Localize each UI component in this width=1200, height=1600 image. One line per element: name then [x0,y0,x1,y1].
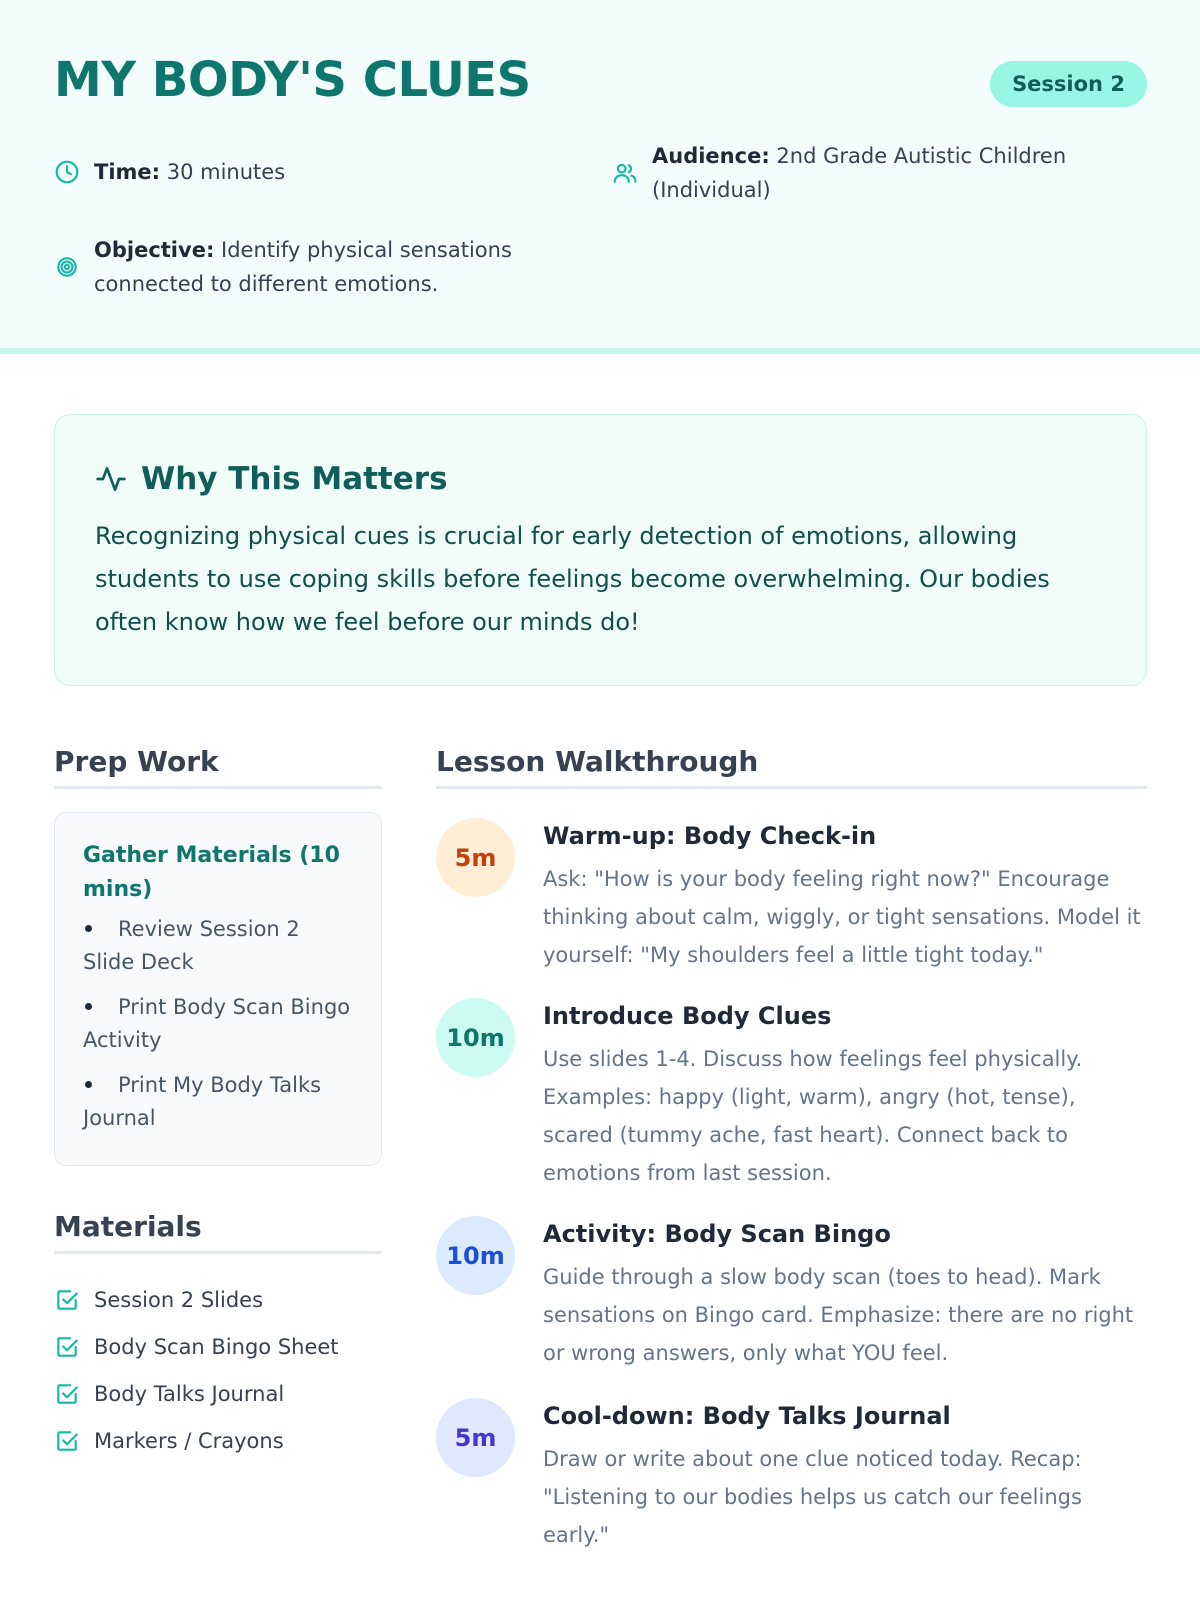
checkbox-checked-icon [54,1287,80,1313]
page-title: MY BODY'S CLUES [54,52,531,108]
bullet-icon [85,1003,92,1010]
prep-item-text: Review Session 2 Slide Deck [83,917,300,974]
prep-card-title: Gather Materials (10 mins) [83,843,340,902]
step-duration-badge: 10m [436,1216,515,1295]
material-text: Body Talks Journal [94,1381,285,1406]
why-this-matters-box [54,414,1147,686]
materials-list [54,1276,339,1464]
why-title: Why This Matters [141,461,448,497]
objective-value: Identify physical sensations connected to different emotions. [94,238,512,296]
prep-card [54,812,382,1166]
checkbox-checked-icon [54,1381,80,1407]
prep-work-heading: Prep Work [54,745,382,789]
step-duration-badge: 5m [436,1398,515,1477]
lesson-header [0,0,1200,354]
material-text: Markers / Crayons [94,1428,284,1453]
material-text: Session 2 Slides [94,1287,264,1312]
material-text: Body Scan Bingo Sheet [94,1334,339,1359]
step-duration-badge: 5m [436,818,515,897]
materials-heading: Materials [54,1210,382,1254]
why-text: Recognizing physical cues is crucial for early detection of emotions, allowing students to use coping skills before feelings become overwhelming. Our bodies often know how we feel before our minds do! [95,522,1050,636]
why-heading [95,461,448,497]
list-item [54,1370,339,1417]
list-item [54,1323,339,1370]
target-icon [54,254,80,280]
prep-item-text: Print Body Scan Bingo Activity [83,995,351,1052]
time-label: Time: [94,160,161,184]
bullet-icon [85,1081,92,1088]
users-icon [612,160,638,186]
clock-icon [54,159,80,185]
list-item [54,1276,339,1323]
checkbox-checked-icon [54,1334,80,1360]
lesson-walkthrough-heading: Lesson Walkthrough [436,745,1147,789]
bullet-icon [85,925,92,932]
step-title: Cool-down: Body Talks Journal [543,1402,951,1430]
objective-meta [54,233,524,301]
audience-label: Audience: [652,144,770,168]
step-duration-badge: 10m [436,998,515,1077]
pulse-icon [95,463,127,495]
step-text: Draw or write about one clue noticed today. Recap: "Listening to our bodies helps us catch our feelings early." [543,1447,1082,1547]
list-item [83,991,355,1057]
objective-label: Objective: [94,238,215,262]
audience-meta [612,139,1082,207]
list-item [83,913,355,979]
step-text: Use slides 1-4. Discuss how feelings feel physically. Examples: happy (light, warm), angry (hot, tense), scared (tummy ache, fast heart). Connect back to emotions from last session. [543,1047,1083,1185]
time-meta [54,155,285,189]
step-title: Warm-up: Body Check-in [543,822,877,850]
session-badge: Session 2 [990,61,1147,107]
step-text: Ask: "How is your body feeling right now?" Encourage thinking about calm, wiggly, or tight sensations. Model it yourself: "My shoulders feel a little tight today." [543,867,1141,967]
prep-item-text: Print My Body Talks Journal [83,1073,322,1130]
step-title: Activity: Body Scan Bingo [543,1220,891,1248]
time-value: 30 minutes [166,160,286,184]
list-item [54,1417,339,1464]
step-title: Introduce Body Clues [543,1002,832,1030]
checkbox-checked-icon [54,1428,80,1454]
list-item [83,1069,355,1135]
prep-list [83,913,355,1135]
audience-value: 2nd Grade Autistic Children (Individual) [652,144,1067,202]
step-text: Guide through a slow body scan (toes to head). Mark sensations on Bingo card. Emphasize: there are no right or wrong answers, only what YOU feel. [543,1265,1134,1365]
